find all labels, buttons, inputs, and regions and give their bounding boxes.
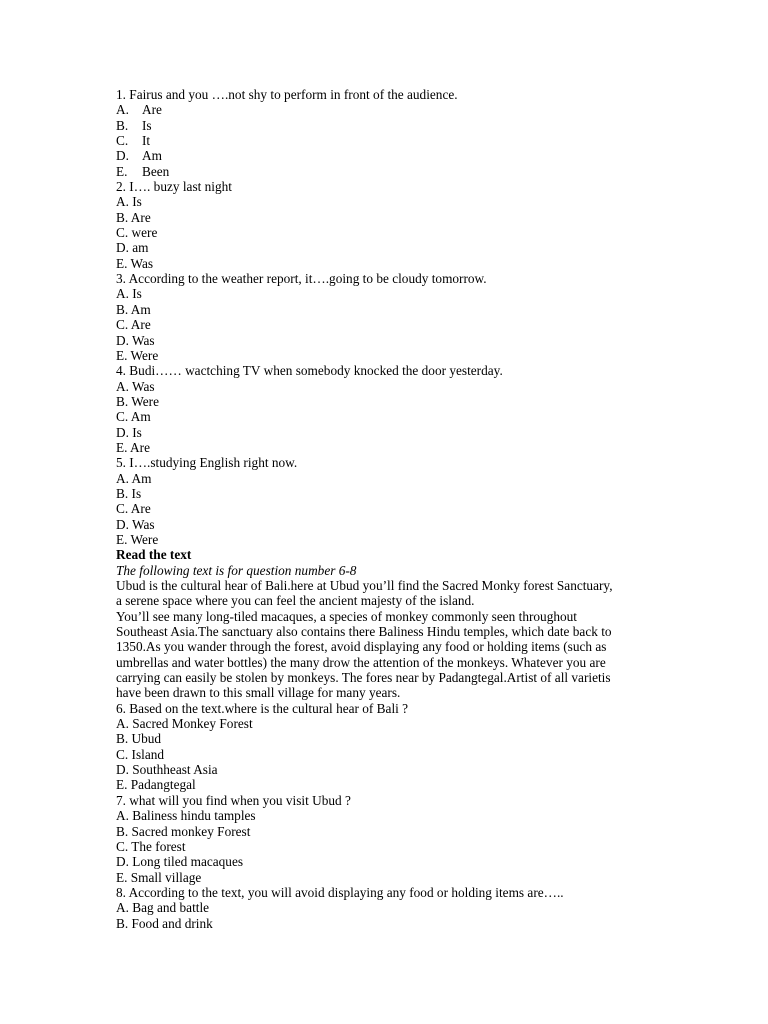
question-7 [116, 793, 656, 885]
option-e: E. Were [116, 531, 159, 547]
question-2 [116, 179, 656, 271]
option-c [116, 133, 656, 148]
passage-line: You’ll see many long-tiled macaques, a species of monkey commonly seen throughout [116, 608, 577, 624]
passage-line: carrying can easily be stolen by monkeys. The fores near by Padangtegal.Artist of all varietis [116, 670, 611, 686]
option-e [116, 164, 656, 179]
option-letter: A. [116, 102, 129, 118]
option-a [116, 102, 656, 117]
option-c: C. Are [116, 317, 151, 333]
passage-line: a serene space where you can feel the ancient majesty of the island. [116, 593, 475, 609]
option-d: D. Long tiled macaques [116, 854, 244, 870]
option-e: E. Was [116, 255, 154, 271]
worksheet-document [116, 87, 656, 931]
option-c: C. Am [116, 409, 151, 425]
option-d: D. Southheast Asia [116, 762, 218, 778]
option-a: A. Baliness hindu tamples [116, 808, 256, 824]
passage-line: Ubud is the cultural hear of Bali.here at Ubud you’ll find the Sacred Monky forest Sanctuary, [116, 578, 613, 593]
question-text: 3. According to the weather report, it….going to be cloudy tomorrow. [116, 271, 487, 287]
option-b: B. Sacred monkey Forest [116, 823, 251, 839]
reading-section [116, 547, 656, 700]
reading-heading: Read the text [116, 547, 192, 563]
option-b: B. Were [116, 393, 159, 409]
question-text: 6. Based on the text.where is the cultural hear of Bali ? [116, 700, 409, 716]
option-letter: C. [116, 133, 129, 149]
question-1 [116, 87, 656, 179]
option-text: Are [142, 102, 162, 118]
passage-line: have been drawn to this small village for many years. [116, 685, 401, 701]
question-text: 2. I…. buzy last night [116, 179, 232, 195]
question-8 [116, 885, 656, 931]
question-3 [116, 271, 656, 363]
passage-line: 1350.As you wander through the forest, avoid displaying any food or holding items (such as [116, 639, 607, 655]
option-b: B. Ubud [116, 731, 162, 747]
question-5 [116, 455, 656, 547]
option-a: A. Sacred Monkey Forest [116, 716, 253, 732]
option-d: D. Is [116, 424, 142, 440]
passage-line: umbrellas and water bottles) the many drow the attention of the monkeys. Whatever you are [116, 654, 606, 670]
option-a: A. Is [116, 286, 142, 302]
question-6 [116, 701, 656, 793]
option-b: B. Am [116, 301, 151, 317]
option-c: C. Are [116, 501, 151, 517]
option-text: Is [142, 117, 152, 133]
reading-instruction: The following text is for question number 6-8 [116, 562, 357, 578]
question-text: 5. I….studying English right now. [116, 455, 298, 471]
option-a: A. Am [116, 470, 152, 486]
option-letter: B. [116, 117, 129, 133]
question-text: 1. Fairus and you ….not shy to perform in front of the audience. [116, 87, 458, 102]
reading-passage [116, 578, 656, 701]
option-c: C. were [116, 225, 158, 241]
option-e: E. Were [116, 347, 159, 363]
passage-line: Southeast Asia.The sanctuary also contains there Baliness Hindu temples, which date back to [116, 624, 612, 640]
option-b: B. Is [116, 485, 142, 501]
option-b [116, 118, 656, 133]
option-d: D. am [116, 240, 149, 256]
option-letter: E. [116, 163, 128, 179]
question-text: 4. Budi…… wactching TV when somebody knocked the door yesterday. [116, 363, 503, 379]
option-a: A. Was [116, 378, 155, 394]
option-text: Been [142, 163, 170, 179]
option-c: C. The forest [116, 838, 186, 854]
option-e: E. Small village [116, 869, 202, 885]
option-text: Am [142, 148, 162, 164]
option-text: It [142, 133, 151, 149]
option-letter: D. [116, 148, 129, 164]
option-a: A. Is [116, 194, 142, 210]
option-b: B. Food and drink [116, 915, 213, 931]
option-d: D. Was [116, 516, 155, 532]
question-4 [116, 363, 656, 455]
option-e: E. Are [116, 439, 150, 455]
question-text: 7. what will you find when you visit Ubud ? [116, 792, 351, 808]
option-c: C. Island [116, 746, 165, 762]
question-text: 8. According to the text, you will avoid displaying any food or holding items are….. [116, 884, 564, 900]
option-a: A. Bag and battle [116, 900, 210, 916]
option-d: D. Was [116, 332, 155, 348]
option-e: E. Padangtegal [116, 777, 196, 793]
option-d [116, 148, 656, 163]
option-b: B. Are [116, 209, 151, 225]
